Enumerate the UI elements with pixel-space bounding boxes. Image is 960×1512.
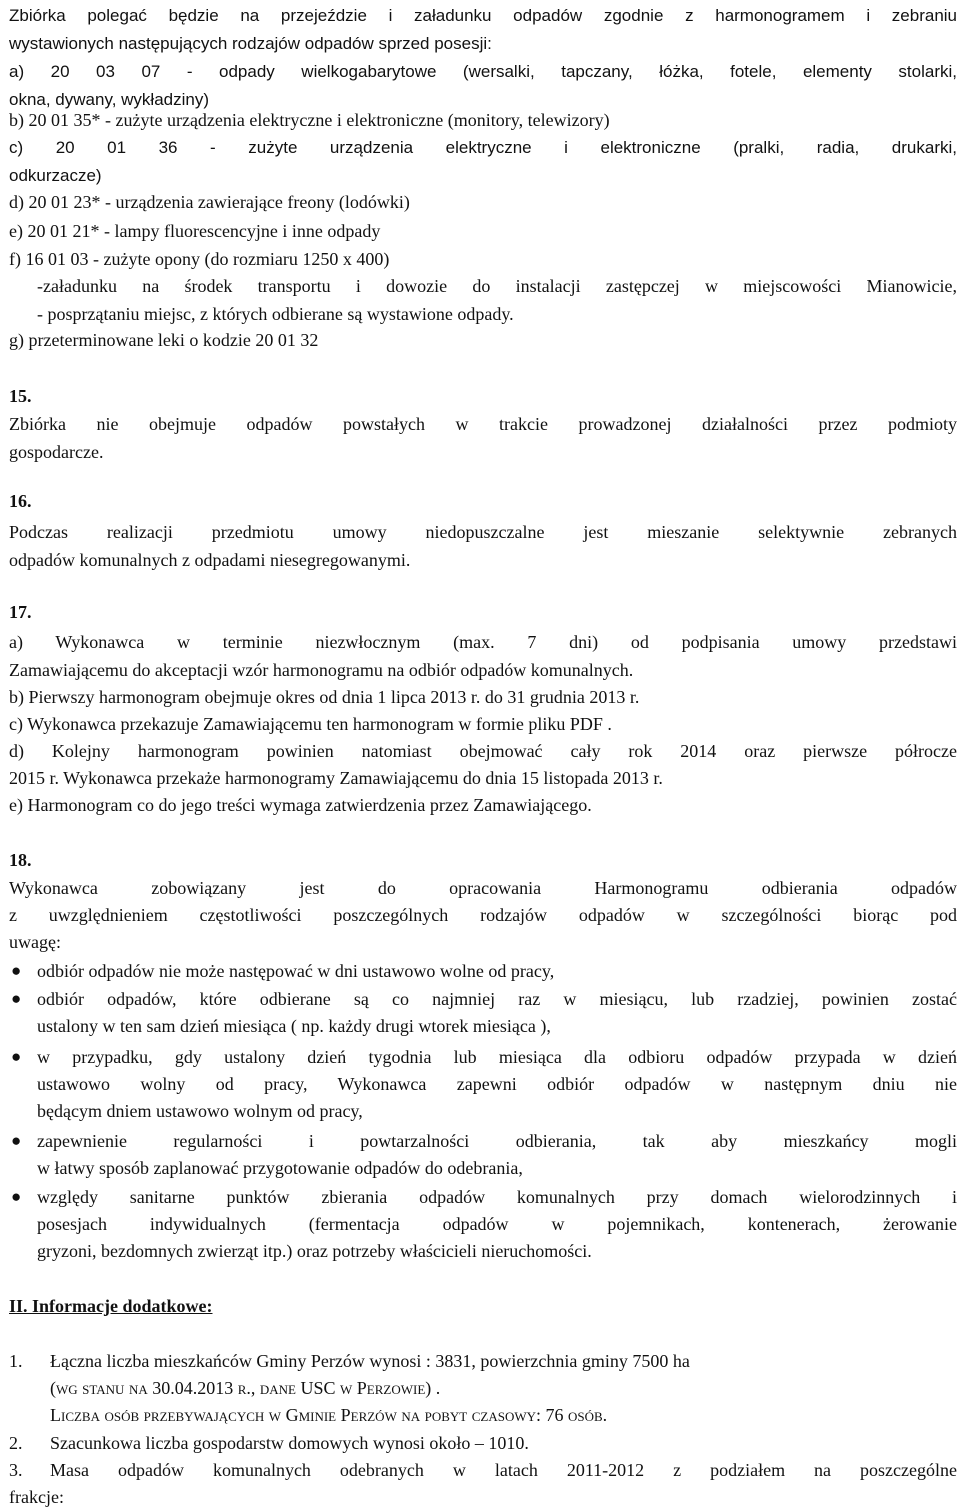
numbered-item-continuation: (wg stanu na 30.04.2013 r., dane USC w Perzowie) . [50, 1378, 441, 1398]
list-number: 1. [9, 1351, 23, 1371]
bullet-dot-icon: ● [11, 1187, 22, 1206]
list-item: w przypadku, gdy ustalony dzień tygodnia lub miesiąca dla odbioru odpadów przypada w dzień [37, 1047, 957, 1067]
list-item: względy sanitarne punktów zbierania odpadów komunalnych przy domach wielorodzinnych i [37, 1187, 957, 1207]
text-line: - posprzątaniu miejsc, z których odbierane są wystawione odpady. [37, 304, 514, 324]
text-line: Wykonawca zobowiązany jest do opracowania Harmonogramu odbierania odpadów [9, 878, 957, 898]
list-item-continuation: gryzoni, bezdomnych zwierząt itp.) oraz potrzeby właścicieli nieruchomości. [37, 1241, 592, 1261]
text-line: c) 20 01 36 - zużyte urządzenia elektryczne i elektroniczne (pralki, radia, drukarki, [9, 138, 957, 157]
bullet-dot-icon: ● [11, 1047, 22, 1066]
list-item: odbiór odpadów, które odbierane są co najmniej raz w miesiącu, lub rzadziej, powinien zostać [37, 989, 957, 1009]
numbered-item-continuation: Liczba osób przebywających w Gminie Perzów na pobyt czasowy: 76 osób. [50, 1405, 608, 1425]
text-line: d) Kolejny harmonogram powinien natomiast obejmować cały rok 2014 oraz pierwsze półrocze [9, 741, 957, 761]
text-line: -załadunku na środek transportu i dowozie do instalacji zastępczej w miejscowości Mianowicie, [37, 276, 957, 296]
text-line: Zbiórka polegać będzie na przejeździe i załadunku odpadów zgodnie z harmonogramem i zebraniu [9, 6, 957, 25]
text-line: e) 20 01 21* - lampy fluorescencyjne i inne odpady [9, 221, 381, 241]
text-line: Zbiórka nie obejmuje odpadów powstałych w trakcie prowadzonej działalności przez podmioty [9, 414, 957, 434]
section-number: 16. [9, 491, 32, 511]
bullet-dot-icon: ● [11, 1131, 22, 1150]
list-item: zapewnienie regularności i powtarzalności odbierania, tak aby mieszkańcy mogli [37, 1131, 957, 1151]
list-item-continuation: posesjach indywidualnych (fermentacja odpadów w pojemnikach, kontenerach, żerowanie [37, 1214, 957, 1234]
text-line: Zamawiającemu do akceptacji wzór harmonogramu na odbiór odpadów komunalnych. [9, 660, 634, 680]
list-number: 3. [9, 1460, 23, 1480]
text-line: z uwzględnieniem częstotliwości poszczególnych rodzajów odpadów w szczególności biorąc pod [9, 905, 957, 925]
text-line: e) Harmonogram co do jego treści wymaga zatwierdzenia przez Zamawiającego. [9, 795, 592, 815]
text-line: okna, dywany, wykładziny) [9, 90, 209, 109]
text-line: odkurzacze) [9, 166, 102, 185]
list-item: odbiór odpadów nie może następować w dni ustawowo wolne od pracy, [37, 961, 555, 981]
text-line: c) Wykonawca przekazuje Zamawiającemu ten harmonogram w formie pliku PDF . [9, 714, 612, 734]
list-item-continuation: ustalony w ten sam dzień miesiąca ( np. każdy drugi wtorek miesiąca ), [37, 1016, 551, 1036]
text-line: odpadów komunalnych z odpadami niesegregowanymi. [9, 550, 411, 570]
text-line: d) 20 01 23* - urządzenia zawierające freony (lodówki) [9, 192, 410, 212]
text-line: g) przeterminowane leki o kodzie 20 01 32 [9, 330, 319, 350]
text-line: Podczas realizacji przedmiotu umowy niedopuszczalne jest mieszanie selektywnie zebranych [9, 522, 957, 542]
numbered-item: Łączna liczba mieszkańców Gminy Perzów wynosi : 3831, powierzchnia gminy 7500 ha [50, 1351, 690, 1371]
text-line: 2015 r. Wykonawca przekaże harmonogramy Zamawiającemu do dnia 15 listopada 2013 r. [9, 768, 663, 788]
text-line: b) 20 01 35* - zużyte urządzenia elektryczne i elektroniczne (monitory, telewizory) [9, 110, 610, 130]
text-line: b) Pierwszy harmonogram obejmuje okres od dnia 1 lipca 2013 r. do 31 grudnia 2013 r. [9, 687, 640, 707]
text-line: a) Wykonawca w terminie niezwłocznym (max. 7 dni) od podpisania umowy przedstawi [9, 632, 957, 652]
list-item-continuation: będącym dniem ustawowo wolnym od pracy, [37, 1101, 363, 1121]
text-line: wystawionych następujących rodzajów odpadów sprzed posesji: [9, 34, 492, 53]
text-line: gospodarcze. [9, 442, 104, 462]
section-number: 17. [9, 602, 32, 622]
section-number: 18. [9, 850, 32, 870]
text-line: uwagę: [9, 932, 61, 952]
section-number: 15. [9, 386, 32, 406]
bullet-dot-icon: ● [11, 961, 22, 980]
list-item-continuation: ustawowo wolny od pracy, Wykonawca zapewni odbiór odpadów w następnym dniu nie [37, 1074, 957, 1094]
numbered-item: Szacunkowa liczba gospodarstw domowych wynosi około – 1010. [50, 1433, 529, 1453]
text-line: frakcje: [9, 1487, 64, 1507]
text-line: f) 16 01 03 - zużyte opony (do rozmiaru 1250 x 400) [9, 249, 390, 269]
text-line: a) 20 03 07 - odpady wielkogabarytowe (wersalki, tapczany, łóżka, fotele, elementy stolarki, [9, 62, 957, 81]
section-heading: II. Informacje dodatkowe: [9, 1296, 213, 1316]
list-item-continuation: w łatwy sposób zaplanować przygotowanie odpadów do odebrania, [37, 1158, 523, 1178]
numbered-item: Masa odpadów komunalnych odebranych w latach 2011-2012 z podziałem na poszczególne [50, 1460, 957, 1480]
bullet-dot-icon: ● [11, 989, 22, 1008]
list-number: 2. [9, 1433, 23, 1453]
